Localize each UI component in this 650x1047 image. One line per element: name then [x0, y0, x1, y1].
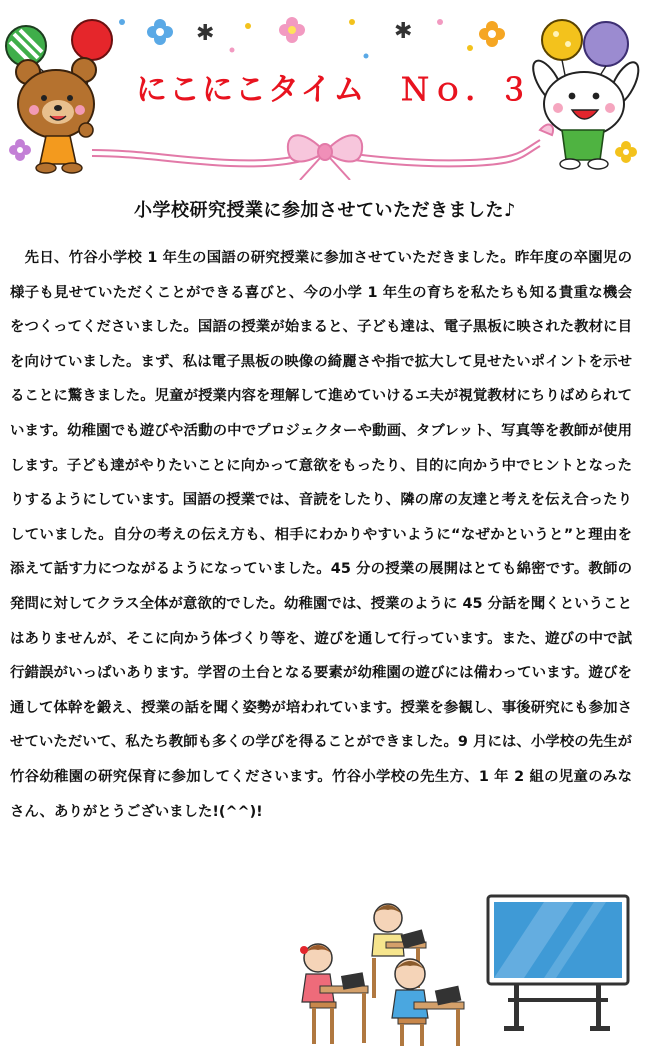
article-heading: 小学校研究授業に参加させていただきました♪ [134, 200, 516, 221]
svg-text:✱: ✱ [394, 19, 413, 44]
header [0, 0, 650, 180]
svg-text:✱: ✱ [196, 21, 215, 46]
newsletter-title: にこにこタイム Ｎｏ．３ [136, 72, 532, 108]
students-with-tablets-icon [290, 898, 470, 1047]
ribbon-icon [92, 125, 553, 180]
bear-icon [16, 58, 96, 173]
article-body: 先日、竹谷小学校 1 年生の国語の研究授業に参加させていただきました。昨年度の卒園児の様子も見せていただくことができる喜びと、今の小学 1 年生の育ちを私たちも知る貴重な機会をつくってくださいました。国語の授業が始まると、子ども達は、電子黒板に映された教材に目を向けていました。まず、私は電子黒板の映像の綺麗さや指で拡大して見せたいポイントを示せることに驚きました。児童が授業内容を理解して進めていけるエ夫が視覚教材にちりばめられています。幼稚園でも遊びや活動の中でプロジェクターや動画、タブレット、写真等を教師が使用します。子ども達がやりたいことに向かって意欲をもったり、目的に向かう中でヒントとなったりするようにしています。国語の授業では、音読をしたり、隣の席の友達と考えを伝え合ったりしていました。自分の考えの伝え方も、相手にわかりやすいように“なぜかというと”と理由を添えて話す力につながるようになっていました。45 分の授業の展開はとても綿密です。教師の発問に対してクラス全体が意欲的でした。幼稚園では、授業のように 45 分話を聞くということはありませんが、そこに向かう体づくり等を、遊びを通して行っています。また、遊びの中で試行錯誤がいっぱいあります。学習の土台となる要素が幼稚園の遊びには備わっています。遊びを通して体幹を鍛え、授業の話を聞く姿勢が培われています。授業を参観し、事後研究にも参加させていただいて、私たち教師も多くの学びを得ることができました。9 月には、小学校の先生が竹谷幼稚園の研究保育に参加してくださいます。竹谷小学校の先生方、1 年 2 組の児童のみなさん、ありがとうございました!(^^)! [10, 250, 632, 820]
electronic-blackboard-icon [484, 894, 634, 1034]
